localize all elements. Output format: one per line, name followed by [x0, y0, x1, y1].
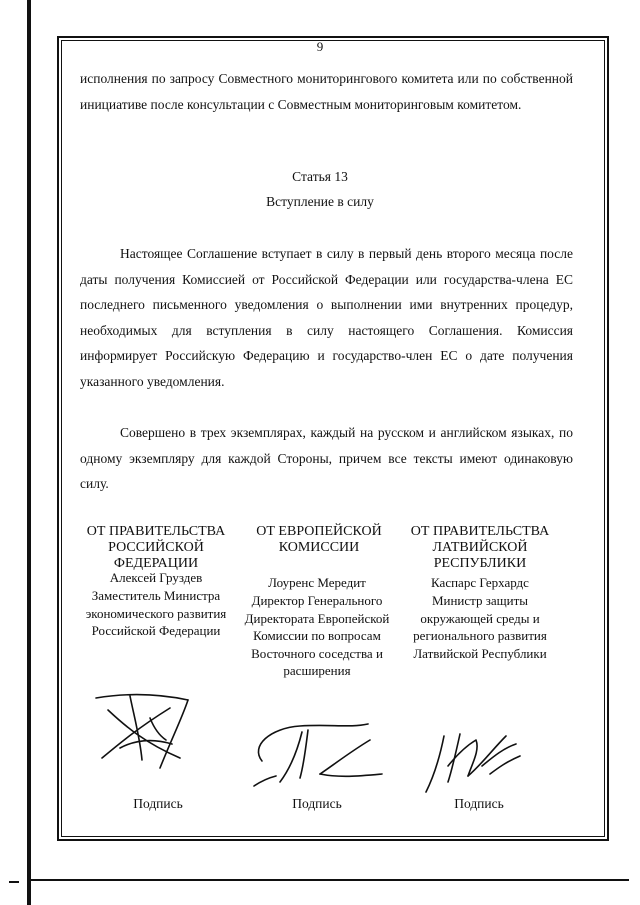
signatory-position-eu: Директор Генерального Директората Европейской Комиссии по вопросам Восточного соседства и расширения — [244, 593, 390, 678]
signature-label-russia: Подпись — [133, 796, 183, 811]
signature-russia-image — [90, 688, 200, 773]
signatory-heading-latvia: ОТ ПРАВИТЕЛЬСТВА ЛАТВИЙСКОЙ РЕСПУБЛИКИ — [410, 524, 550, 571]
signatory-name-latvia: Каспарс Герхардс — [431, 575, 529, 590]
page-edge-tick — [9, 881, 19, 883]
signature-label-latvia: Подпись — [454, 796, 504, 811]
paragraph-done-in-copies: Совершено в трех экземплярах, каждый на русском и английском языках, по одному экземпляру для каждой Стороны, причем все тексты имеют одинаковую силу. — [80, 425, 573, 491]
signatory-position-latvia: Министр защиты окружающей среды и регионального развития Латвийской Республики — [413, 593, 547, 661]
article-title: Вступление в силу — [266, 194, 374, 209]
page-number: 9 — [316, 39, 324, 54]
signatory-name-eu: Лоуренс Мередит — [268, 575, 366, 590]
signature-label-eu: Подпись — [292, 796, 342, 811]
article-number: Статья 13 — [292, 169, 348, 184]
paragraph-entry-into-force: Настоящее Соглашение вступает в силу в первый день второго месяца после даты получения Комиссией от Российской Федерации или государства-члена ЕС последнего письменного уведомления о выполнении ими внутренних процедур, необходимых для вступления в силу настоящего Соглашения. Комиссия информирует Российскую Федерацию и государство-член ЕС о дате получения указанного уведомления. — [80, 246, 573, 389]
page-edge-bar — [27, 0, 31, 905]
signatory-name-russia: Алексей Груздев — [109, 570, 203, 585]
signatory-position-russia: Заместитель Министра экономического развития Российской Федерации — [85, 588, 227, 638]
signature-latvia-image — [420, 726, 530, 796]
signatory-heading-eu: ОТ ЕВРОПЕЙСКОЙ КОМИССИИ — [256, 524, 382, 555]
page-bottom-line — [31, 879, 629, 881]
signatory-heading-russia: ОТ ПРАВИТЕЛЬСТВА РОССИЙСКОЙ ФЕДЕРАЦИИ — [86, 524, 226, 571]
paragraph-continuation: исполнения по запросу Совместного мониторингового комитета или по собственной инициативе после консультации с Совместным мониторинговым комитетом. — [80, 71, 573, 112]
signature-eu-image — [240, 716, 390, 788]
